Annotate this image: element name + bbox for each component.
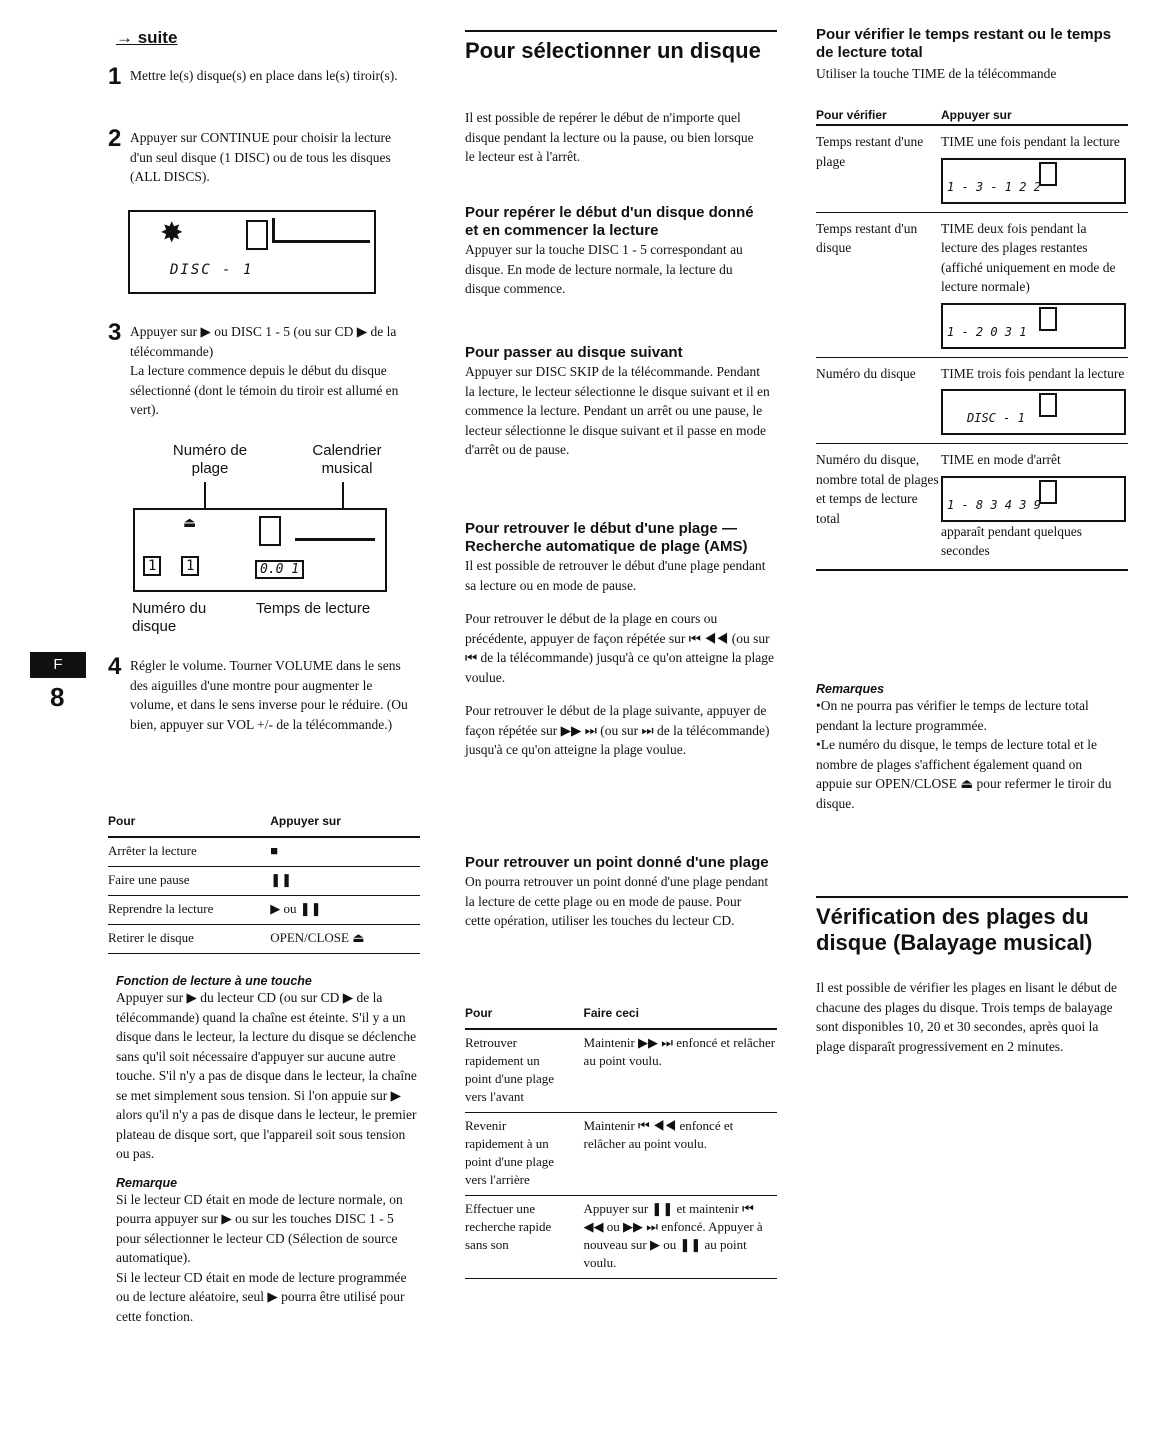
lcd-text: 1 - 8 3 4 3 9 — [947, 497, 1041, 512]
display-disc-select — [128, 210, 376, 294]
section-locate-disc — [465, 204, 770, 299]
step-4-number: 4 — [108, 653, 122, 680]
intro-text: Il est possible de repérer le début de n'importe quel disque pendant la lecture ou la pause, ou bien lorsque le lecteur est à l'arrêt. — [465, 110, 754, 164]
step-3-number: 3 — [108, 319, 122, 346]
ams-previous: Pour retrouver le début de la plage en cours ou précédente, appuyer de façon répétée sur ⏮ ◀◀ (ou sur ⏮ de la télécommande) jusqu'à ce qu'on atteigne la plage voulue. — [465, 611, 775, 685]
table-row — [816, 126, 1128, 213]
remarks-title: Remarques — [816, 682, 885, 696]
table-row — [108, 867, 420, 896]
subsection-title: Pour retrouver le début d'une plage — Recherche automatique de plage (AMS) — [465, 520, 748, 555]
row-action: TIME une fois pendant la lecture — [941, 134, 1120, 149]
row-label: Temps restant d'un disque — [816, 220, 918, 255]
subsection-body: On pourra retrouver un point donné d'une plage pendant la lecture de cette plage ou en mode de pause. Pour cette opération, utiliser les touches du lecteur CD. — [465, 874, 769, 928]
page-number: 8 — [50, 682, 65, 712]
one-touch-title: Fonction de lecture à une touche — [116, 974, 312, 988]
row-action: Effectuer une recherche rapide sans son — [465, 1196, 584, 1279]
row-action: TIME deux fois pendant la lecture des plages restantes (affiché uniquement en mode de lecture normale) — [941, 220, 1116, 294]
time-section-subtitle: Utiliser la touche TIME de la télécommande — [816, 66, 1057, 81]
music-scan-title: Vérification des plages du disque (Balayage musical) — [816, 904, 1093, 955]
subsection-title: Pour repérer le début d'un disque donné et en commencer la lecture — [465, 204, 754, 239]
cd-icon — [1039, 307, 1057, 331]
disc-tray-icon: ⏏ — [183, 514, 197, 530]
row-action: Reprendre la lecture — [108, 896, 270, 925]
lcd-text: 1 - 3 - 1 2 2 — [947, 179, 1041, 194]
time-readout: 0.0 1 — [255, 560, 304, 579]
step-3 — [108, 319, 420, 420]
subsection-body: Appuyer sur la touche DISC 1 - 5 correspondant au disque. En mode de lecture normale, la lecture du disque commence. — [465, 242, 743, 296]
remark-2: Si le lecteur CD était en mode de lecture programmée ou de lecture aléatoire, seul ▶ pourra être utilisé pour cette fonction. — [116, 1269, 407, 1324]
section-title: Pour sélectionner un disque — [465, 38, 761, 63]
display-text: DISC - 1 — [170, 262, 254, 278]
cd-icon — [1039, 393, 1057, 417]
subsection-title: Pour passer au disque suivant — [465, 344, 683, 361]
track-number-readout: 1 — [181, 556, 199, 576]
row-key: ■ — [270, 837, 420, 867]
blink-indicator-icon: ✸ — [160, 217, 184, 248]
cd-icon — [259, 516, 281, 546]
time-check-table — [816, 106, 1128, 571]
row-label: Temps restant d'une plage — [816, 134, 924, 169]
row-instruction: Appuyer sur ❚❚ et maintenir ⏮ ◀◀ ou ▶▶ ⏭ enfoncé. Appuyer à nouveau sur ▶ ou ❚❚ au point voulu. — [584, 1196, 777, 1279]
row-note: apparaît pendant quelques secondes — [941, 523, 1082, 558]
remark-2: •Le numéro du disque, le temps de lecture total et le nombre de plages s'affichent également quand on appuie sur OPEN/CLOSE ⏏ pour refermer le tiroir du disque. — [816, 737, 1112, 811]
row-instruction: Maintenir ⏮ ◀◀ enfoncé et relâcher au point voulu. — [584, 1113, 777, 1196]
row-instruction: Maintenir ▶▶ ⏭ enfoncé et relâcher au point voulu. — [584, 1029, 777, 1113]
subsection-title: Pour retrouver un point donné d'une plage — [465, 854, 769, 871]
table-row — [108, 837, 420, 867]
section-ams — [465, 520, 775, 760]
row-action: TIME en mode d'arrêt — [941, 452, 1061, 467]
section-next-disc — [465, 344, 770, 460]
music-scan-body: Il est possible de vérifier les plages en lisant le début de chacune des plages du disque. Trois temps de balayage sont disponibles 10, 20 et 30 secondes, après quoi la plage disparaît progressivement en 2 minutes. — [816, 980, 1118, 1054]
row-label: Numéro du disque, nombre total de plages et temps de lecture total — [816, 452, 939, 526]
display-playback — [133, 508, 387, 592]
table-row — [816, 358, 1128, 445]
calendar-bars — [295, 514, 375, 541]
remark-1: •On ne pourra pas vérifier le temps de lecture total pendant la lecture programmée. — [816, 698, 1089, 733]
lcd-display — [941, 303, 1126, 349]
time-section-title: Pour vérifier le temps restant ou le temps de lecture total — [816, 26, 1112, 61]
step-2-text: Appuyer sur CONTINUE pour choisir la lecture d'un seul disque (1 DISC) ou de tous les disques (ALL DISCS). — [130, 130, 391, 184]
step-3-instruction: Appuyer sur ▶ ou DISC 1 - 5 (ou sur CD ▶ de la télécommande) — [130, 324, 397, 359]
section-tab: F — [30, 652, 86, 678]
step-3-note: La lecture commence depuis le début du disque sélectionné (dont le témoin du tiroir est allumé en vert). — [130, 363, 399, 417]
subsection-body: Appuyer sur DISC SKIP de la télécommande. Pendant la lecture, le lecteur sélectionne le disque suivant et il en commence la lecture. Pendant un arrêt ou une pause, le lecteur sélectionne le disque suivant et il passe en mode d'arrêt ou de pause. — [465, 364, 770, 457]
table-header-pour: Pour — [465, 1000, 584, 1029]
table-header-appuyer: Appuyer sur — [270, 808, 420, 837]
label-playing-time: Temps de lecture — [256, 600, 371, 617]
lcd-display — [941, 476, 1126, 522]
table-header-appuyer: Appuyer sur — [941, 108, 1012, 122]
cd-icon — [1039, 162, 1057, 186]
step-2 — [108, 125, 420, 187]
row-action: Retrouver rapidement un point d'une plage vers l'avant — [465, 1029, 584, 1113]
table-header-verifier: Pour vérifier — [816, 108, 887, 122]
one-touch-body: Appuyer sur ▶ du lecteur CD (ou sur CD ▶ de la télécommande) quand la chaîne est éteinte. S'il y a un disque dans le lecteur, la lecture du disque se déclenche sans qu'il soit nécessaire d'appuyer sur aucune autre touche. S'il n'y a pas de disque dans le lecteur, la chaîne se met simplement sous tension. Si l'on appuie sur ▶ alors qu'il n'y a pas de disque dans le lecteur, le premier plateau de disque sort, que l'appareil soit sous tension ou pas. — [116, 990, 417, 1161]
table-header-faire: Faire ceci — [584, 1000, 777, 1029]
row-action: Retirer le disque — [108, 925, 270, 954]
lcd-text: 1 - 2 0 3 1 — [947, 324, 1027, 339]
row-key: ❚❚ — [270, 867, 420, 896]
lcd-text: DISC - 1 — [967, 411, 1025, 425]
row-action: Revenir rapidement à un point d'une plage vers l'arrière — [465, 1113, 584, 1196]
one-touch-section — [116, 974, 420, 1326]
step-1-text: Mettre le(s) disque(s) en place dans le(s) tiroir(s). — [130, 68, 398, 83]
row-label: Numéro du disque — [816, 365, 916, 381]
table-header-pour: Pour — [108, 808, 270, 837]
table-row — [816, 213, 1128, 358]
ams-next: Pour retrouver le début de la plage suivante, appuyer de façon répétée sur ▶▶ ⏭ (ou sur ⏭ de la télécommande) jusqu'à ce qu'on atteigne la plage voulue. — [465, 703, 770, 757]
search-table — [465, 1000, 777, 1279]
step-4 — [108, 653, 420, 734]
row-action: Arrêter la lecture — [108, 837, 270, 867]
lcd-display — [941, 158, 1126, 204]
basic-operations-table — [108, 808, 420, 954]
row-key: ▶ ou ❚❚ — [270, 896, 420, 925]
section-locate-point — [465, 854, 770, 931]
label-disc-number: Numéro du disque — [132, 600, 207, 635]
remarks-section — [816, 682, 1121, 813]
row-action: TIME trois fois pendant la lecture — [941, 365, 1125, 381]
table-row — [108, 896, 420, 925]
step-2-number: 2 — [108, 125, 122, 152]
cd-icon — [1039, 480, 1057, 504]
table-row — [465, 1196, 777, 1279]
table-row — [816, 444, 1128, 571]
step-4-text: Régler le volume. Tourner VOLUME dans le sens des aiguilles d'une montre pour augmenter le volume, et dans le sens inverse pour le réduire. (Ou bien, appuyer sur VOL +/- de la télécommande.) — [130, 658, 408, 732]
cd-icon — [246, 220, 268, 250]
label-track-number: Numéro de plage — [172, 442, 248, 477]
remark-1: Si le lecteur CD était en mode de lecture normale, on pourra appuyer sur ▶ ou sur les touches DISC 1 - 5 pour sélectionner le lecteur CD (Sélection de source automatique). — [116, 1191, 403, 1265]
remark-title: Remarque — [116, 1175, 178, 1190]
subsection-body: Il est possible de retrouver le début d'une plage pendant sa lecture ou en mode de pause. — [465, 558, 766, 593]
table-row — [465, 1113, 777, 1196]
suite-label: → suite — [116, 28, 178, 47]
table-row — [465, 1029, 777, 1113]
table-row — [108, 925, 420, 954]
calendar-outline — [272, 218, 370, 243]
step-1 — [108, 63, 420, 90]
step-1-number: 1 — [108, 63, 122, 90]
row-action: Faire une pause — [108, 867, 270, 896]
lcd-display — [941, 389, 1126, 435]
label-music-calendar: Calendrier musical — [312, 442, 382, 477]
row-key: OPEN/CLOSE ⏏ — [270, 925, 420, 954]
disc-number-readout: 1 — [143, 556, 161, 576]
